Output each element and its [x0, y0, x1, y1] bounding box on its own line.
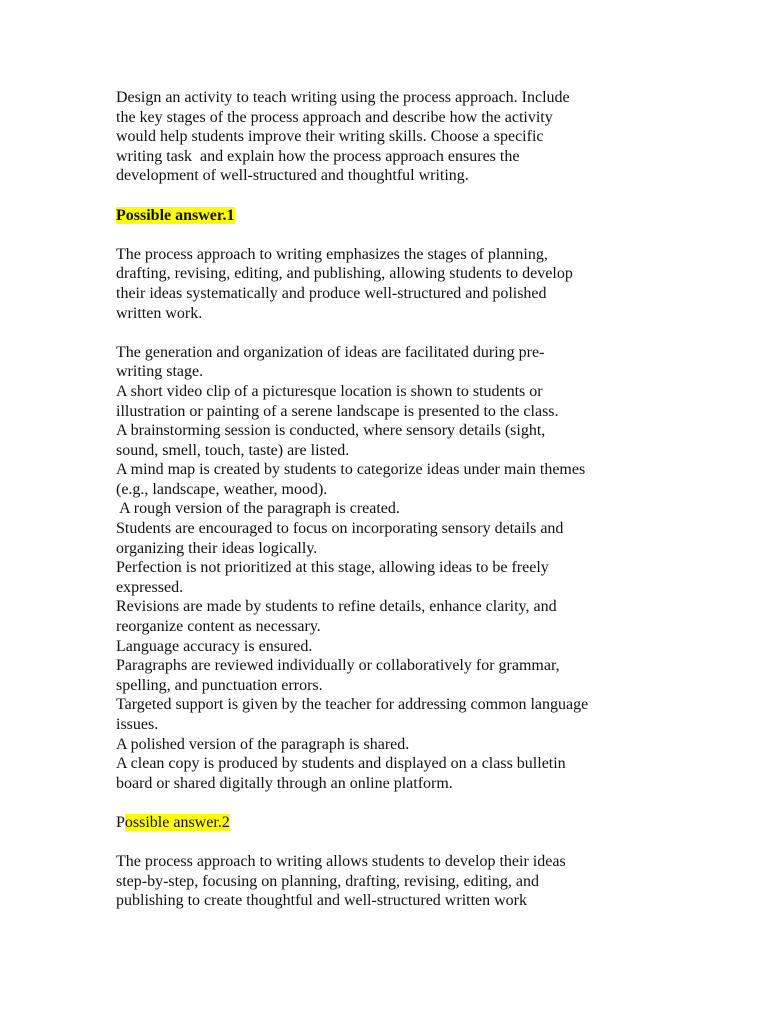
- prompt-line: Design an activity to teach writing using the process approach. Include: [116, 89, 570, 106]
- answer1-body-line: expressed.: [116, 578, 184, 596]
- paragraph-gap: [116, 186, 656, 206]
- answer2-intro-paragraph: [116, 852, 656, 911]
- answer2-intro-line: publishing to create thoughtful and well-structured written work: [116, 892, 528, 910]
- answer1-body-line: illustration or painting of a serene landscape is presented to the class.: [116, 402, 559, 420]
- answer1-intro-paragraph: [116, 245, 656, 323]
- answer1-intro-line: written work.: [116, 304, 203, 322]
- answer1-body-line: Language accuracy is ensured.: [116, 637, 313, 655]
- answer1-intro-line: their ideas systematically and produce well-structured and polished: [116, 284, 547, 302]
- paragraph-gap: [116, 793, 656, 813]
- prompt-line: development of well-structured and thoughtful writing.: [116, 167, 469, 185]
- answer1-body-line: Students are encouraged to focus on incorporating sensory details and: [116, 520, 564, 538]
- answer1-intro-line: drafting, revising, editing, and publishing, allowing students to develop: [116, 265, 573, 283]
- answer1-body-line: A polished version of the paragraph is shared.: [116, 735, 410, 753]
- answer2-intro-line: The process approach to writing allows students to develop their ideas: [116, 853, 566, 871]
- answer2-heading-block: [116, 813, 656, 833]
- answer1-body-line: A brainstorming session is conducted, where sensory details (sight,: [116, 422, 546, 440]
- answer2-heading: ossible answer.2: [124, 813, 230, 831]
- prompt-line: would help students improve their writing skills. Choose a specific: [116, 128, 544, 146]
- answer1-body-line: issues.: [116, 716, 159, 733]
- paragraph-gap: [116, 323, 656, 343]
- paragraph-gap: [116, 833, 656, 853]
- answer1-heading: Possible answer.1: [116, 206, 235, 224]
- answer1-body-line: sound, smell, touch, taste) are listed.: [116, 441, 350, 459]
- answer2-heading-initial: P: [116, 813, 125, 831]
- answer1-body-line: spelling, and punctuation errors.: [116, 676, 323, 694]
- prompt-line: the key stages of the process approach and describe how the activity: [116, 108, 553, 126]
- answer1-body-line: A short video clip of a picturesque location is shown to students or: [116, 382, 543, 400]
- answer1-body-line: A rough version of the paragraph is created.: [116, 500, 400, 518]
- answer1-intro-line: The process approach to writing emphasizes the stages of planning,: [116, 245, 548, 263]
- answer1-body-line: A mind map is created by students to categorize ideas under main themes: [116, 461, 586, 479]
- prompt-line: writing task and explain how the process approach ensures the: [116, 147, 520, 165]
- answer1-body-paragraph: [116, 343, 656, 794]
- answer1-body-line: A clean copy is produced by students and displayed on a class bulletin: [116, 755, 566, 773]
- answer2-intro-line: step-by-step, focusing on planning, drafting, revising, editing, and: [116, 872, 540, 890]
- paragraph-gap: [116, 225, 656, 245]
- answer1-body-line: board or shared digitally through an online platform.: [116, 774, 453, 792]
- answer1-heading-block: [116, 206, 656, 226]
- answer1-body-line: organizing their ideas logically.: [116, 539, 318, 557]
- answer1-body-line: Perfection is not prioritized at this stage, allowing ideas to be freely: [116, 559, 549, 577]
- answer1-body-line: Paragraphs are reviewed individually or collaboratively for grammar,: [116, 657, 560, 675]
- prompt-paragraph: [116, 88, 656, 186]
- answer1-body-line: writing stage.: [116, 363, 204, 381]
- answer1-body-line: reorganize content as necessary.: [116, 618, 321, 636]
- answer1-body-line: The generation and organization of ideas are facilitated during pre-: [116, 343, 545, 361]
- answer1-body-line: (e.g., landscape, weather, mood).: [116, 480, 328, 498]
- answer1-body-line: Targeted support is given by the teacher for addressing common language: [116, 696, 589, 714]
- answer1-body-line: Revisions are made by students to refine details, enhance clarity, and: [116, 598, 557, 616]
- document-page: [116, 88, 656, 911]
